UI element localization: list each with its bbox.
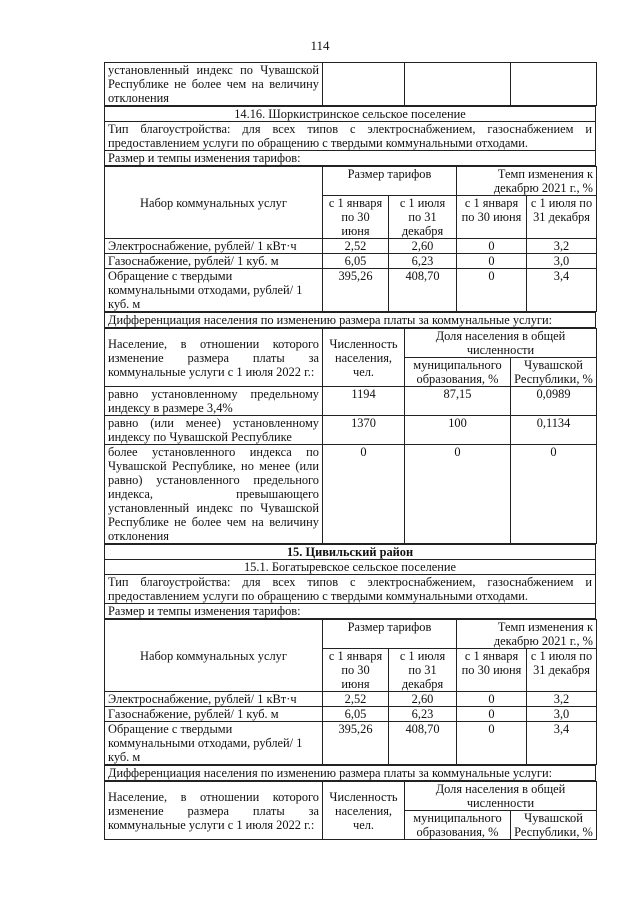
th-rate: Темп изменения к декабрю 2021 г., % [457,167,597,196]
diff-caption: Дифференциация населения по изменению размера платы за коммунальные услуги: [105,313,596,328]
tariff-caption: Размер и темпы изменения тарифов: [105,604,596,619]
th-jul: с 1 июля по 31 декабря [389,649,457,692]
district-title: 15. Цивильский район [105,545,596,560]
section-14-16 [104,106,596,166]
th-population: Население, в отношении которого изменение размера платы за коммунальные услуги с 1 июля 2022 г.: [105,782,323,840]
th-population: Население, в отношении которого изменение размера платы за коммунальные услуги с 1 июля 2022 г.: [105,329,323,387]
th-count: Численность населения, чел. [323,329,405,387]
table-row: более установленного индекса по Чувашской Республике, но менее (или равно) установленного предельного индекса, превышающего установленный индекс по Чувашской Республике не более чем на величину отклонения 0 0 0 [105,445,597,544]
th-jan: с 1 января по 30 июня [457,649,527,692]
th-size: Размер тарифов [323,167,457,196]
improvement-type: Тип благоустройства: для всех типов с электроснабжением, газоснабжением и предоставлением услуги по обращению с твердыми коммунальными отходами. [105,575,596,604]
th-rep: Чувашской Республики, % [511,811,597,840]
th-jul: с 1 июля по 31 декабря [389,196,457,239]
table-row: Обращение с твердыми коммунальными отходами, рублей/ 1 куб. м 395,26 408,70 0 3,4 [105,269,597,312]
th-share: Доля населения в общей численности [405,782,597,811]
top-fragment-table [104,62,597,106]
th-services: Набор коммунальных услуг [105,167,323,239]
th-jan: с 1 января по 30 июня [323,196,389,239]
th-mun: муниципального образования, % [405,811,511,840]
th-mun: муниципального образования, % [405,358,511,387]
th-rep: Чувашской Республики, % [511,358,597,387]
table-row: равно (или менее) установленному индексу по Чувашской Республике 1370 100 0,1134 [105,416,597,445]
section-title: 15.1. Богатыревское сельское поселение [105,560,596,575]
th-jan: с 1 января по 30 июня [323,649,389,692]
tariff-table-2 [104,619,597,765]
table-row: Газоснабжение, рублей/ 1 куб. м 6,05 6,23 0 3,0 [105,254,597,269]
table-row: Электроснабжение, рублей/ 1 кВт·ч 2,52 2,60 0 3,2 [105,239,597,254]
th-jul: с 1 июля по 31 декабря [527,649,597,692]
tariff-caption: Размер и темпы изменения тарифов: [105,151,596,166]
table-row: Электроснабжение, рублей/ 1 кВт·ч 2,52 2,60 0 3,2 [105,692,597,707]
population-table-1 [104,328,597,544]
th-count: Численность населения, чел. [323,782,405,840]
fragment-text: установленный индекс по Чувашской Республике не более чем на величину отклонения [105,63,323,106]
diff-caption: Дифференциация населения по изменению размера платы за коммунальные услуги: [105,766,596,781]
th-share: Доля населения в общей численности [405,329,597,358]
section-title: 14.16. Шоркистринское сельское поселение [105,107,596,122]
improvement-type: Тип благоустройства: для всех типов с электроснабжением, газоснабжением и предоставлением услуги по обращению с твердыми коммунальными отходами. [105,122,596,151]
tariff-table-1 [104,166,597,312]
th-rate: Темп изменения к декабрю 2021 г., % [457,620,597,649]
document-sheet [104,62,596,840]
th-jul: с 1 июля по 31 декабря [527,196,597,239]
th-size: Размер тарифов [323,620,457,649]
table-row: Обращение с твердыми коммунальными отходами, рублей/ 1 куб. м 395,26 408,70 0 3,4 [105,722,597,765]
section-15 [104,544,596,619]
th-services: Набор коммунальных услуг [105,620,323,692]
th-jan: с 1 января по 30 июня [457,196,527,239]
population-table-2 [104,781,597,840]
table-row: Газоснабжение, рублей/ 1 куб. м 6,05 6,23 0 3,0 [105,707,597,722]
page-number: 114 [310,38,330,53]
table-row: равно установленному предельному индексу в размере 3,4% 1194 87,15 0,0989 [105,387,597,416]
